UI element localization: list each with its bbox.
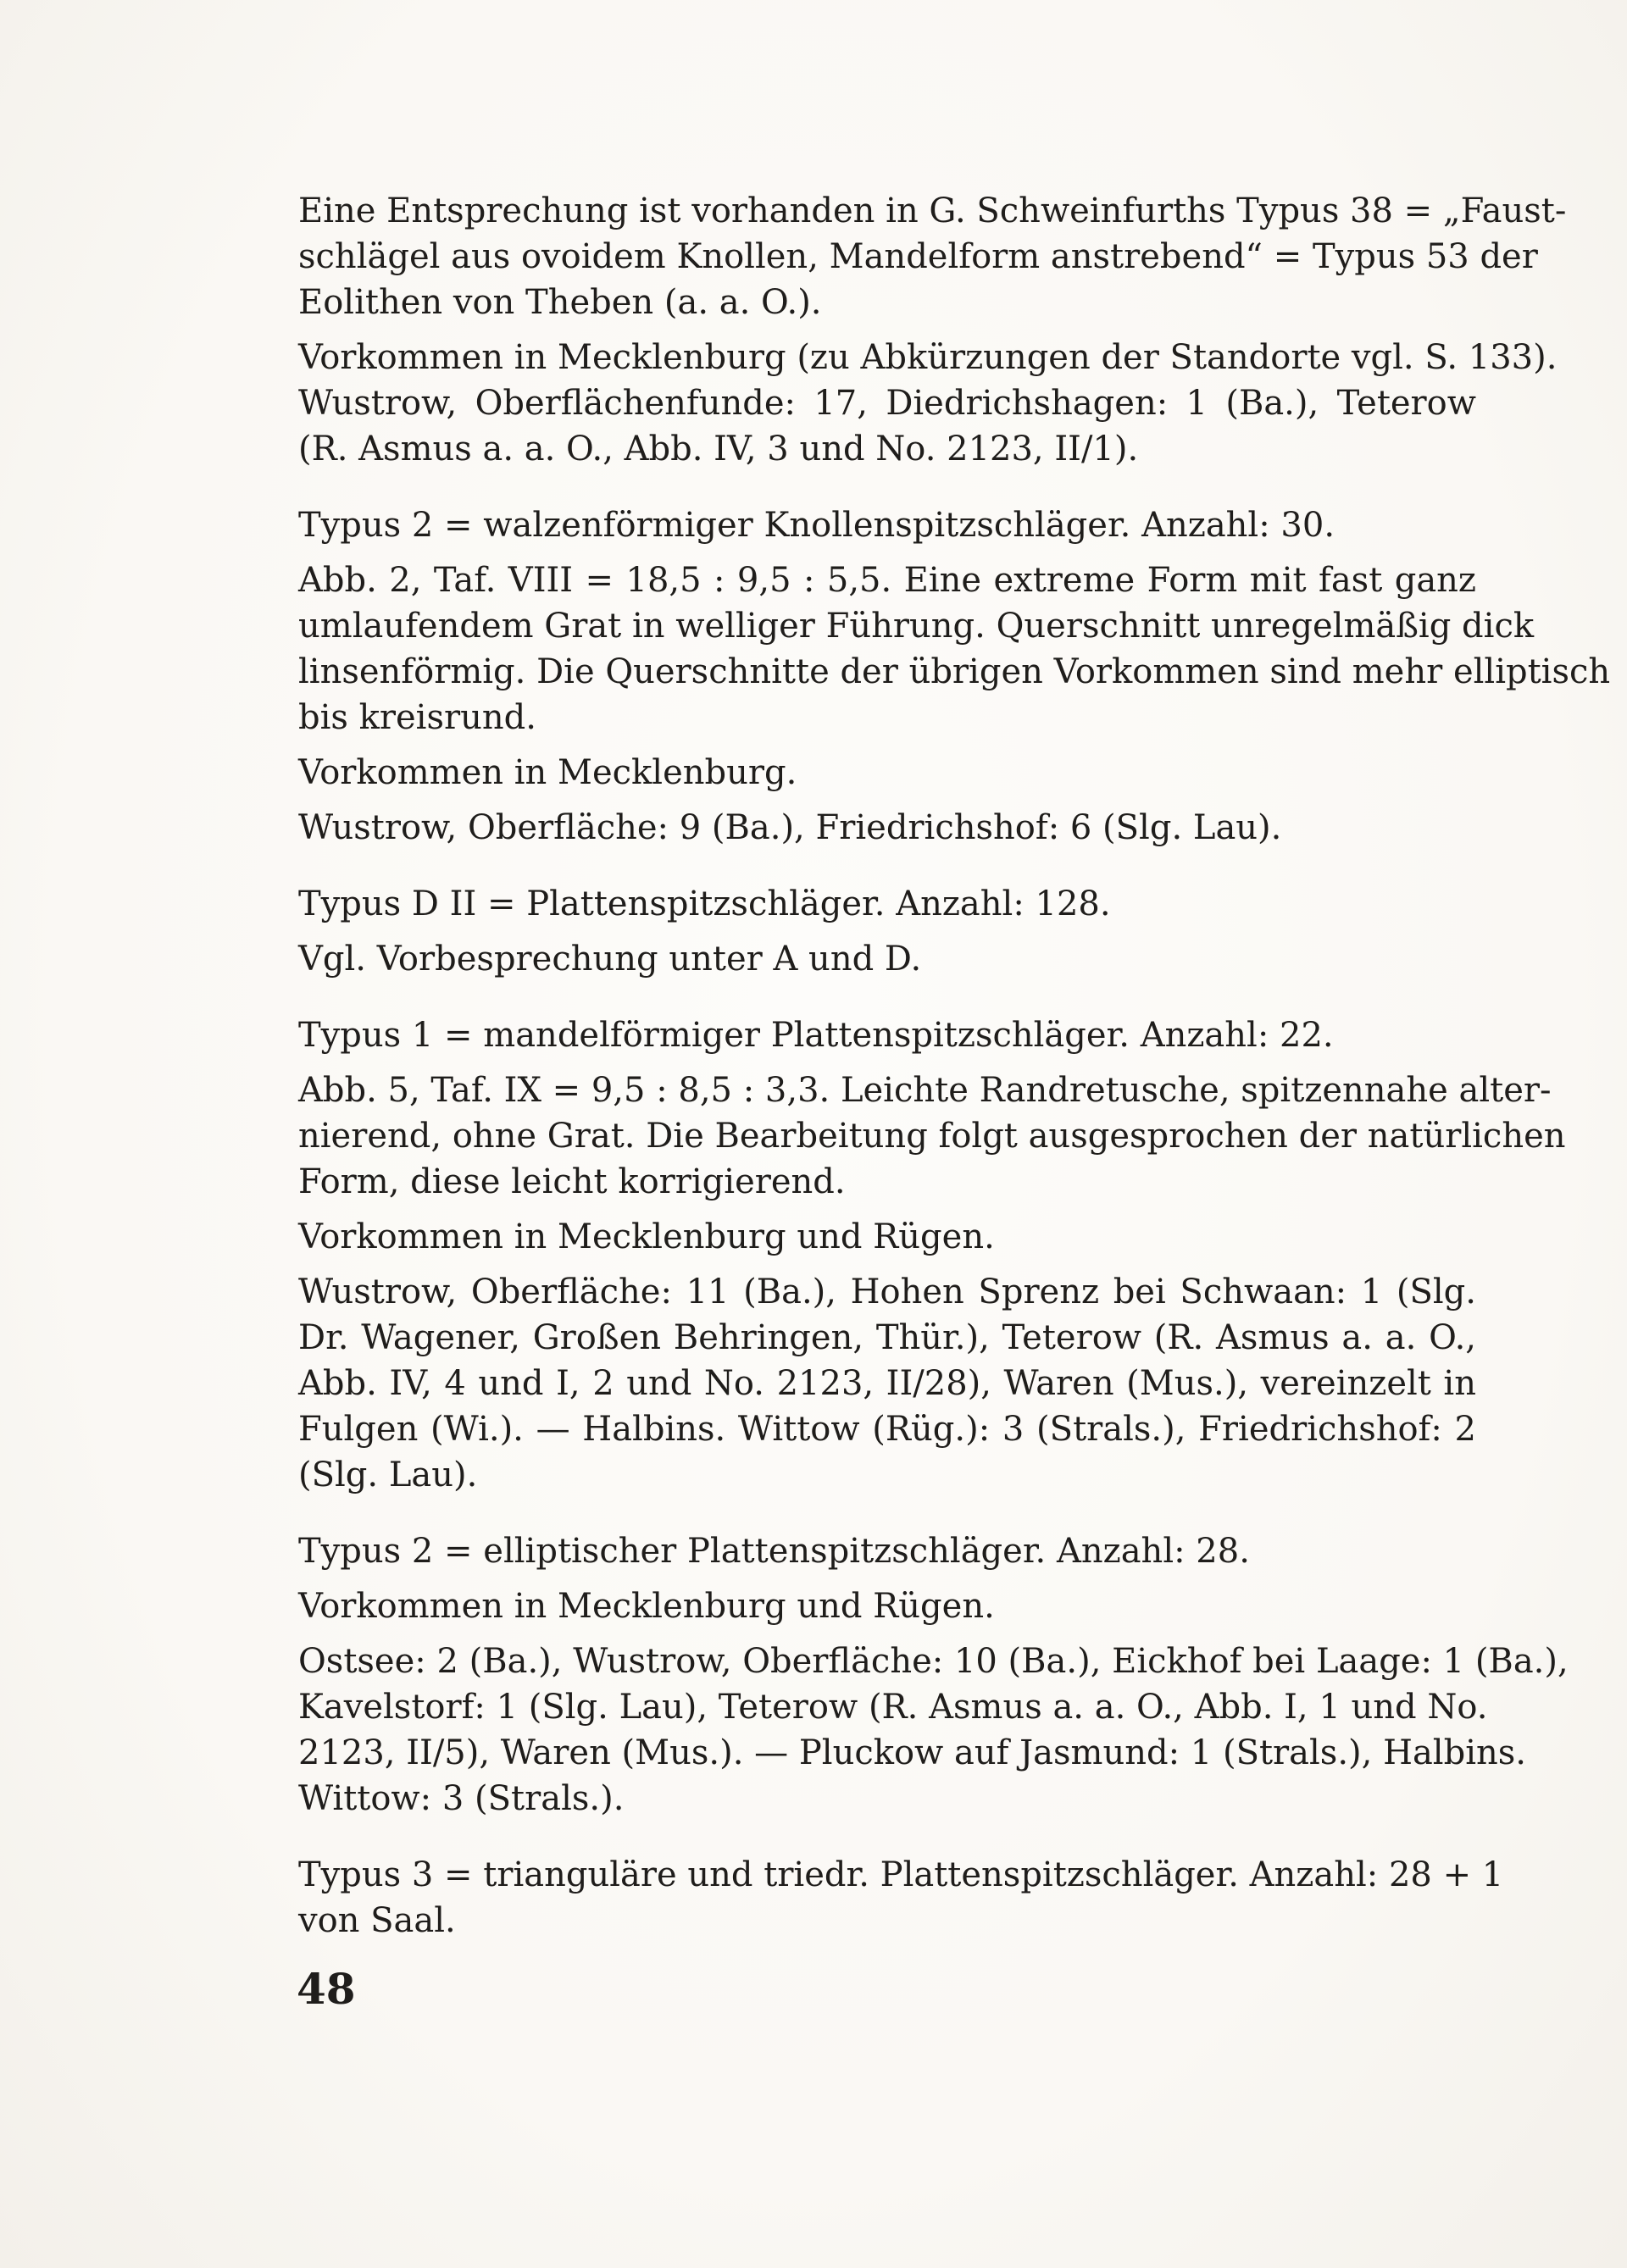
- text-line: umlaufendem Grat in welliger Führung. Querschnitt unregelmäßig dick: [298, 607, 1535, 646]
- text-line: Vorkommen in Mecklenburg und Rügen.: [298, 1217, 995, 1256]
- text-line: Typus 2 = walzenförmiger Knollenspitzschläger. Anzahl: 30.: [298, 506, 1335, 545]
- paragraph: [298, 502, 1476, 548]
- text-line: Eine Entsprechung ist vorhanden in G. Schweinfurths Typus 38 = „Faust-: [298, 191, 1567, 230]
- paragraph: [298, 1214, 1476, 1260]
- paragraph: [298, 1528, 1476, 1574]
- paragraph: [298, 1852, 1504, 1944]
- paragraph: [298, 881, 1476, 927]
- text-line: Eolithen von Theben (a. a. O.).: [298, 283, 822, 322]
- text-line: von Saal.: [298, 1901, 456, 1940]
- text-line: Vorkommen in Mecklenburg (zu Abkürzungen der Standorte vgl. S. 133).: [298, 338, 1558, 377]
- text-line: Wustrow, Oberflächenfunde: 17, Diedrichshagen: 1 (Ba.), Teterow: [298, 384, 1476, 423]
- text-line: Vorkommen in Mecklenburg und Rügen.: [298, 1587, 995, 1626]
- paragraph: [298, 750, 1476, 796]
- text-line: Vgl. Vorbesprechung unter A und D.: [298, 940, 922, 979]
- text-line: Wustrow, Oberfläche: 11 (Ba.), Hohen Sprenz bei Schwaan: 1 (Slg.: [298, 1273, 1476, 1311]
- text-line: Fulgen (Wi.). — Halbins. Wittow (Rüg.): 3 (Strals.), Friedrichshof: 2: [298, 1410, 1476, 1449]
- text-line: Typus 1 = mandelförmiger Plattenspitzschläger. Anzahl: 22.: [298, 1016, 1334, 1055]
- text-line: Form, diese leicht korrigierend.: [298, 1162, 846, 1201]
- paragraph: [298, 1067, 1566, 1205]
- text-line: Abb. IV, 4 und I, 2 und No. 2123, II/28), Waren (Mus.), vereinzelt in: [298, 1364, 1476, 1403]
- text-line: Wittow: 3 (Strals.).: [298, 1779, 625, 1818]
- text-line: Typus D II = Plattenspitzschläger. Anzahl: 128.: [298, 884, 1111, 923]
- text-line: Vorkommen in Mecklenburg.: [298, 753, 797, 792]
- text-line: (Slg. Lau).: [298, 1456, 478, 1494]
- text-line: Abb. 5, Taf. IX = 9,5 : 8,5 : 3,3. Leichte Randretusche, spitzennahe alter-: [298, 1071, 1552, 1110]
- text-line: bis kreisrund.: [298, 698, 536, 737]
- paragraph: [298, 805, 1476, 851]
- paragraph: [298, 936, 1476, 982]
- text-line: Abb. 2, Taf. VIII = 18,5 : 9,5 : 5,5. Eine extreme Form mit fast ganz: [298, 561, 1476, 600]
- paragraph: [298, 1583, 1476, 1629]
- text-line: Typus 2 = elliptischer Plattenspitzschläger. Anzahl: 28.: [298, 1532, 1250, 1571]
- text-line: Kavelstorf: 1 (Slg. Lau), Teterow (R. Asmus a. a. O., Abb. I, 1 und No.: [298, 1688, 1488, 1727]
- page-body-text: [298, 188, 1611, 1944]
- text-line: Wustrow, Oberfläche: 9 (Ba.), Friedrichshof: 6 (Slg. Lau).: [298, 808, 1282, 847]
- paragraph: [298, 1012, 1476, 1058]
- paragraph: [298, 1269, 1476, 1498]
- text-line: Ostsee: 2 (Ba.), Wustrow, Oberfläche: 10 (Ba.), Eickhof bei Laage: 1 (Ba.),: [298, 1642, 1569, 1681]
- text-line: Dr. Wagener, Großen Behringen, Thür.), Teterow (R. Asmus a. a. O.,: [298, 1318, 1476, 1357]
- page-number: 48: [297, 1964, 356, 2014]
- text-line: 2123, II/5), Waren (Mus.). — Pluckow auf Jasmund: 1 (Strals.), Halbins.: [298, 1733, 1527, 1772]
- text-line: Typus 3 = trianguläre und triedr. Plattenspitzschläger. Anzahl: 28 + 1: [298, 1855, 1504, 1894]
- paragraph: [298, 1639, 1569, 1822]
- paragraph: [298, 557, 1611, 740]
- text-line: schlägel aus ovoidem Knollen, Mandelform anstrebend“ = Typus 53 der: [298, 237, 1538, 276]
- text-line: (R. Asmus a. a. O., Abb. IV, 3 und No. 2123, II/1).: [298, 430, 1139, 469]
- text-line: nierend, ohne Grat. Die Bearbeitung folgt ausgesprochen der natürlichen: [298, 1117, 1566, 1156]
- text-line: linsenförmig. Die Querschnitte der übrigen Vorkommen sind mehr elliptisch: [298, 652, 1611, 691]
- paragraph: [298, 188, 1567, 325]
- paragraph: [298, 335, 1558, 472]
